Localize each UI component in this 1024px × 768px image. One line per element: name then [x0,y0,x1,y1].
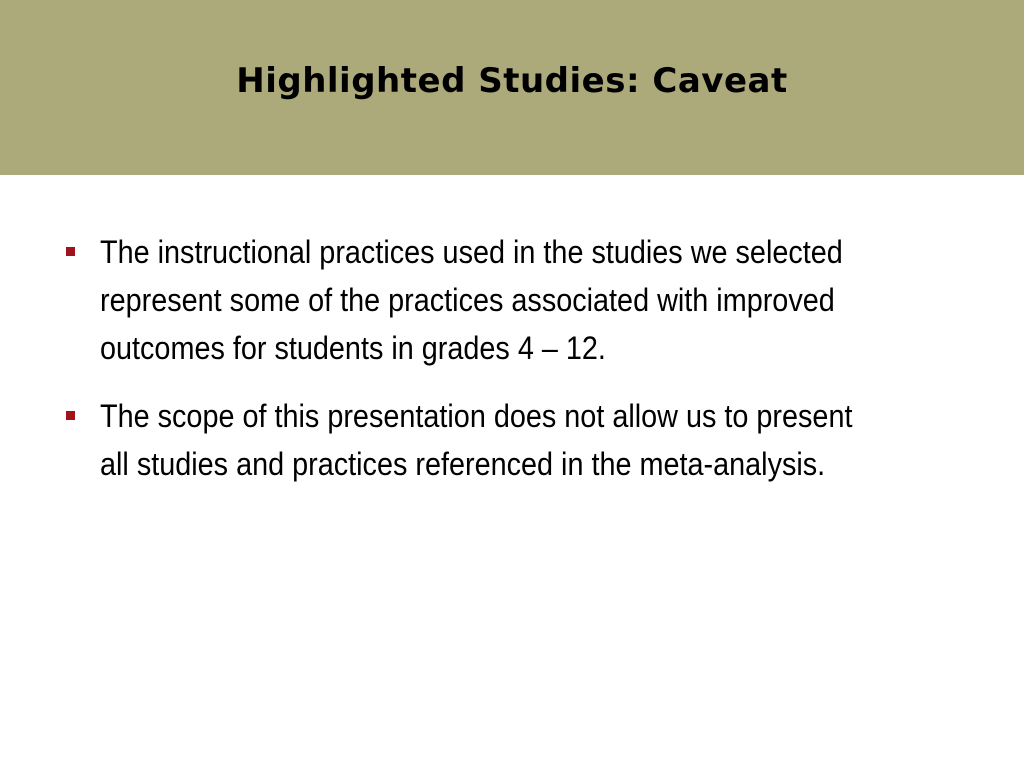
title-band [0,0,1024,175]
bullet-list [66,228,976,508]
bullet-item [66,392,976,488]
bullet-text: The scope of this presentation does not allow us to present all studies and practices referenced in the meta-analysis. [100,398,853,482]
bullet-item [66,228,976,372]
bullet-text: The instructional practices used in the studies we selected represent some of the practices associated with improved outcomes for students in grades 4 – 12. [100,234,843,366]
slide-title: Highlighted Studies: Caveat [236,60,788,101]
square-bullet-icon [66,247,75,256]
square-bullet-icon [66,411,75,420]
